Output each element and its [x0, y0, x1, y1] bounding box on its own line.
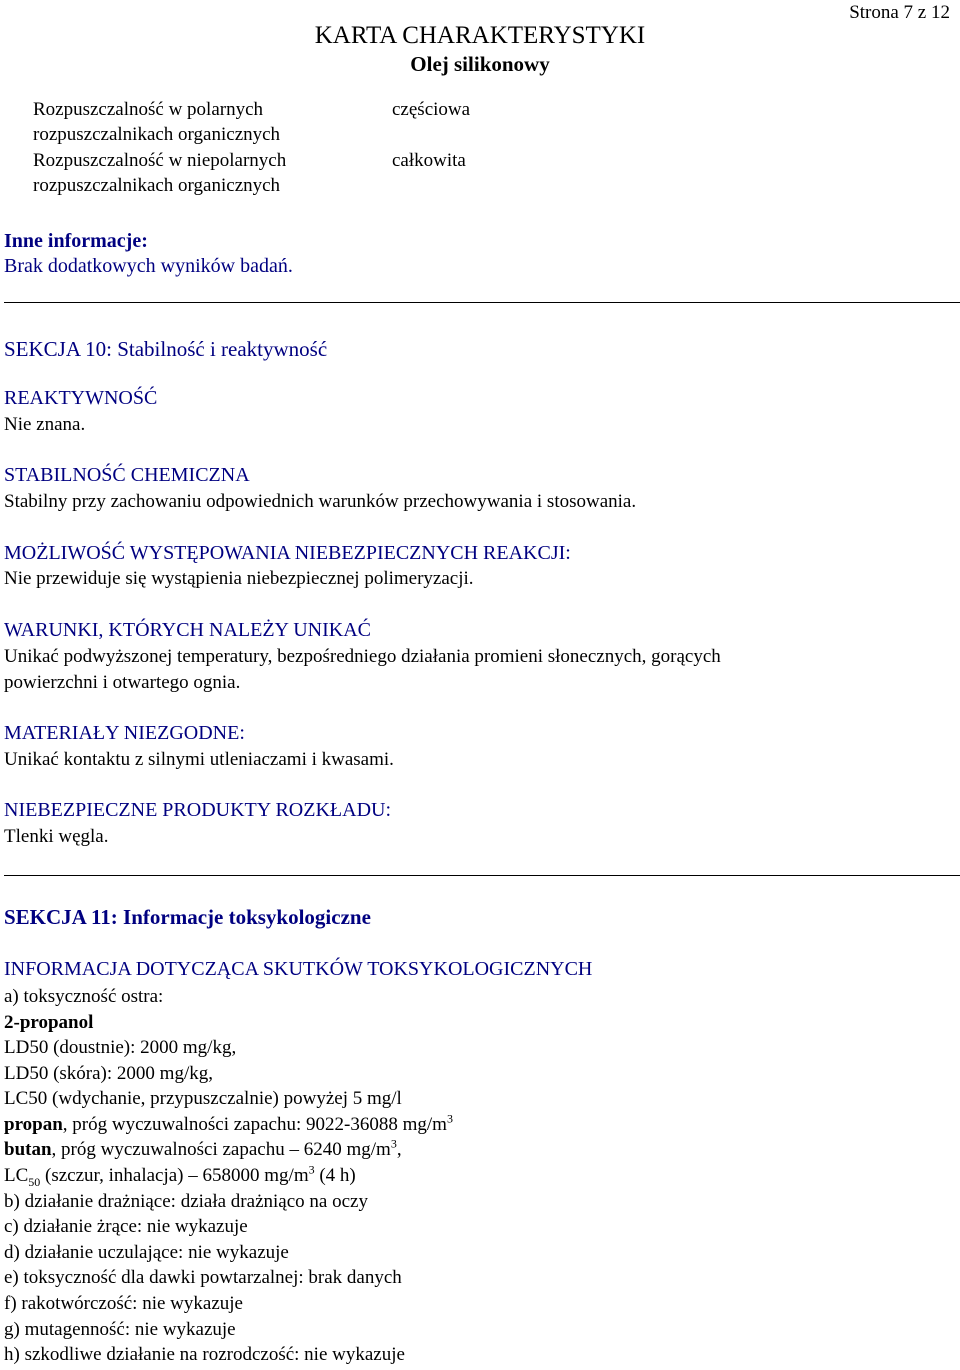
ld50-oral: LD50 (doustnie): 2000 mg/kg, [4, 1037, 237, 1058]
tox-item-repeated-dose: e) toksyczność dla dawki powtarzalnej: brak danych [4, 1267, 402, 1288]
section11-title [4, 903, 371, 931]
reactivity-heading: REAKTYWNOŚĆ [4, 387, 158, 409]
other-info-label: Inne informacje: [4, 230, 148, 252]
chemical-stability-heading: STABILNOŚĆ CHEMICZNA [4, 464, 250, 486]
reactivity-text: Nie znana. [4, 414, 86, 435]
lc-prefix: LC [4, 1165, 29, 1186]
tox-item-irritation: b) działanie drażniące: działa drażniąco na oczy [4, 1191, 368, 1212]
toxicology-heading: INFORMACJA DOTYCZĄCA SKUTKÓW TOKSYKOLOGICZNYCH [4, 958, 593, 980]
lc50-rat-line [4, 1163, 356, 1188]
lc50-inhalation: LC50 (wdychanie, przypuszczalnie) powyżej 5 mg/l [4, 1088, 402, 1109]
document-title: KARTA CHARAKTERYSTYKI [314, 22, 646, 49]
decomposition-products-text: Tlenki węgla. [4, 826, 109, 847]
lc-tail: (4 h) [314, 1165, 356, 1186]
tox-item-mutagenicity: g) mutagenność: nie wykazuje [4, 1319, 236, 1340]
butan-line [4, 1137, 402, 1162]
solubility-nonpolar-label-1: Rozpuszczalność w niepolarnych [33, 150, 287, 171]
page-number: Strona 7 z 12 [849, 2, 950, 23]
butan-superscript: 3 [390, 1136, 397, 1151]
tox-item-carcinogenicity: f) rakotwórczość: nie wykazuje [4, 1293, 243, 1314]
section-divider [4, 302, 960, 303]
section11-title-text: Informacje toksykologiczne [123, 905, 371, 929]
chemical-stability-text: Stabilny przy zachowaniu odpowiednich warunków przechowywania i stosowania. [4, 491, 637, 512]
document-subtitle: Olej silikonowy [410, 52, 550, 76]
propan-superscript: 3 [446, 1111, 453, 1126]
decomposition-products-heading: NIEBEZPIECZNE PRODUKTY ROZKŁADU: [4, 799, 392, 821]
conditions-to-avoid-text-1: Unikać podwyższonej temperatury, bezpośredniego działania promieni słonecznych, gorących [4, 646, 721, 667]
solubility-polar-value: częściowa [392, 99, 471, 120]
tox-item-corrosion: c) działanie żrące: nie wykazuje [4, 1216, 248, 1237]
solubility-nonpolar-label-2: rozpuszczalnikach organicznych [33, 175, 281, 196]
lc-subscript: 50 [28, 1174, 41, 1189]
hazardous-reactions-text: Nie przewiduje się wystąpienia niebezpiecznej polimeryzacji. [4, 568, 474, 589]
tox-item-reproductive: h) szkodliwe działanie na rozrodczość: nie wykazuje [4, 1344, 405, 1365]
hazardous-reactions-heading: MOŻLIWOŚĆ WYSTĘPOWANIA NIEBEZPIECZNYCH REAKCJI: [4, 542, 571, 564]
lc-text: (szczur, inhalacja) – 658000 mg/m [40, 1165, 309, 1186]
propan-text: , próg wyczuwalności zapachu: 9022-36088 mg/m [62, 1114, 447, 1135]
solubility-polar-label-1: Rozpuszczalność w polarnych [33, 99, 264, 120]
butan-name: butan [4, 1139, 52, 1160]
butan-text: , próg wyczuwalności zapachu – 6240 mg/m [51, 1139, 391, 1160]
conditions-to-avoid-text-2: powierzchni i otwartego ognia. [4, 672, 241, 693]
butan-tail: , [396, 1139, 402, 1160]
acute-toxicity-label: a) toksyczność ostra: [4, 986, 164, 1007]
section10-title: SEKCJA 10: Stabilność i reaktywność [4, 337, 328, 361]
propan-line [4, 1112, 453, 1137]
section11-title-prefix: SEKCJA 11: [4, 905, 118, 929]
solubility-polar-label-2: rozpuszczalnikach organicznych [33, 124, 281, 145]
conditions-to-avoid-heading: WARUNKI, KTÓRYCH NALEŻY UNIKAĆ [4, 619, 372, 641]
tox-item-sensitization: d) działanie uczulające: nie wykazuje [4, 1242, 289, 1263]
substance-2-propanol: 2-propanol [4, 1012, 94, 1033]
incompatible-materials-text: Unikać kontaktu z silnymi utleniaczami i kwasami. [4, 749, 394, 770]
incompatible-materials-heading: MATERIAŁY NIEZGODNE: [4, 722, 245, 744]
ld50-skin: LD50 (skóra): 2000 mg/kg, [4, 1063, 213, 1084]
section-divider [4, 875, 960, 876]
solubility-nonpolar-value: całkowita [392, 150, 466, 171]
lc-superscript: 3 [308, 1162, 315, 1177]
other-info-text: Brak dodatkowych wyników badań. [4, 255, 293, 277]
propan-name: propan [4, 1114, 63, 1135]
